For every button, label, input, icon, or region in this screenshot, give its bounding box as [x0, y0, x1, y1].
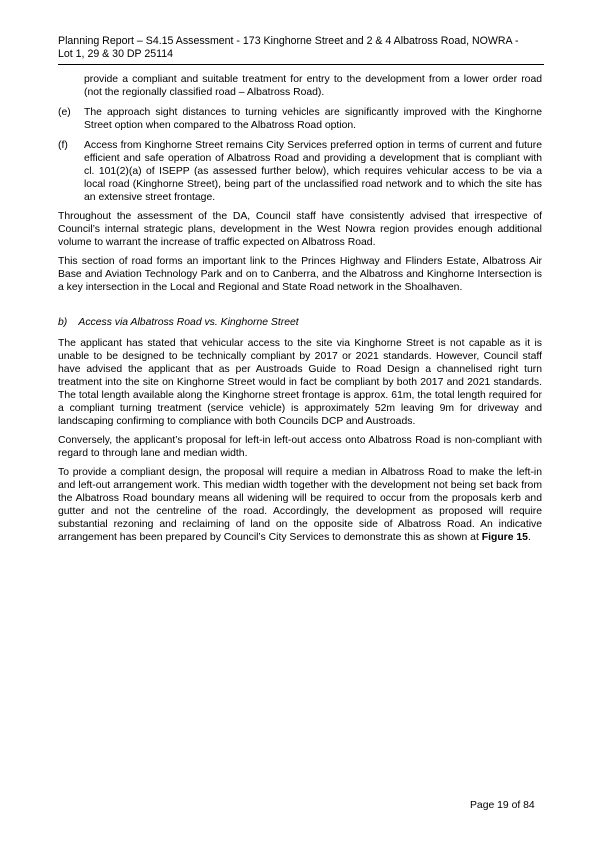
section-heading-access: b) Access via Albatross Road vs. Kinghorne Street: [58, 317, 299, 328]
paragraph-throughout-assessment: Throughout the assessment of the DA, Council staff have consistently advised that irrespective of Council’s internal strategic plans, development in the West Nowra region provides enough additional volume to warrant the increase of traffic expected on Albatross Road.: [58, 211, 542, 248]
list-item-continuation: provide a compliant and suitable treatment for entry to the development from a lower order road (not the regionally classified road – Albatross Road).: [84, 74, 542, 98]
page-number: Page 19 of 84: [470, 800, 535, 811]
paragraph-applicant-statement: The applicant has stated that vehicular access to the site via Kinghorne Street is not capable as it is unable to be designed to be technically compliant by 2017 or 2021 standards. However, Council staff have advised the applicant that as per Austroads Guide to Road Design a channelised right turn treatment into the site on Kinghorne Street would in fact be compliant by both 2017 and 2021 standards. The total length available along the Kinghorne street frontage is approx. 61m, the total length required for a compliant turning treatment (service vehicle) is approximately 52m leaving 9m for driveway and landscaping confirming to compliance with both Councils DCP and Austroads.: [58, 338, 542, 427]
paragraph-compliant-design-text: To provide a compliant design, the proposal will require a median in Albatross Road to make the left-in and left-out arrangement work. This median width together with the development not being set back from the Albatross Road boundary means all widening will be required to occur from the proposals kerb and gutter and not the centreline of the road. Accordingly, the development as proposed will require substantial rezoning and reclaiming of land on the opposite side of Albatross Road. An indicative arrangement has been prepared by Council’s City Services to demonstrate this as shown at: [58, 467, 542, 543]
list-item-text: The approach sight distances to turning vehicles are significantly improved with the Kinghorne Street option when compared to the Albatross Road option.: [84, 107, 542, 131]
page-body: [58, 73, 542, 544]
paragraph-conversely: Conversely, the applicant’s proposal for left-in left-out access onto Albatross Road is non-compliant with regard to through lane and median width.: [58, 435, 542, 459]
header-title-line-2: Lot 1, 29 & 30 DP 25114: [58, 48, 174, 60]
list-item-e: [58, 106, 542, 132]
list-item-text: Access from Kinghorne Street remains City Services preferred option in terms of current and future efficient and safe operation of Albatross Road and providing a development that is compliant with cl. 101(2)(a) of ISEPP (as assessed further below), which requires vehicular access to be via a local road (Kinghorne Street), being part of the unclassified road network and to which the site has an extensive street frontage.: [84, 140, 542, 203]
figure-reference-suffix: .: [527, 532, 531, 543]
page-header: [58, 35, 544, 65]
list-item-f: [58, 139, 542, 204]
header-title-line-1: Planning Report – S4.15 Assessment - 173 Kinghorne Street and 2 & 4 Albatross Road, NOWRA -: [58, 35, 519, 47]
figure-reference: Figure 15: [481, 532, 528, 543]
list-item-label: (e): [58, 107, 71, 118]
paragraph-road-section: This section of road forms an important link to the Princes Highway and Flinders Estate, Albatross Air Base and Aviation Technology Park and on to Canberra, and the Albatross and Kinghorne Intersection is a key intersection in the Local and Regional and State Road network in the Shoalhaven.: [58, 256, 542, 293]
paragraph-compliant-design: [58, 466, 542, 544]
list-item-label: (f): [58, 140, 68, 151]
